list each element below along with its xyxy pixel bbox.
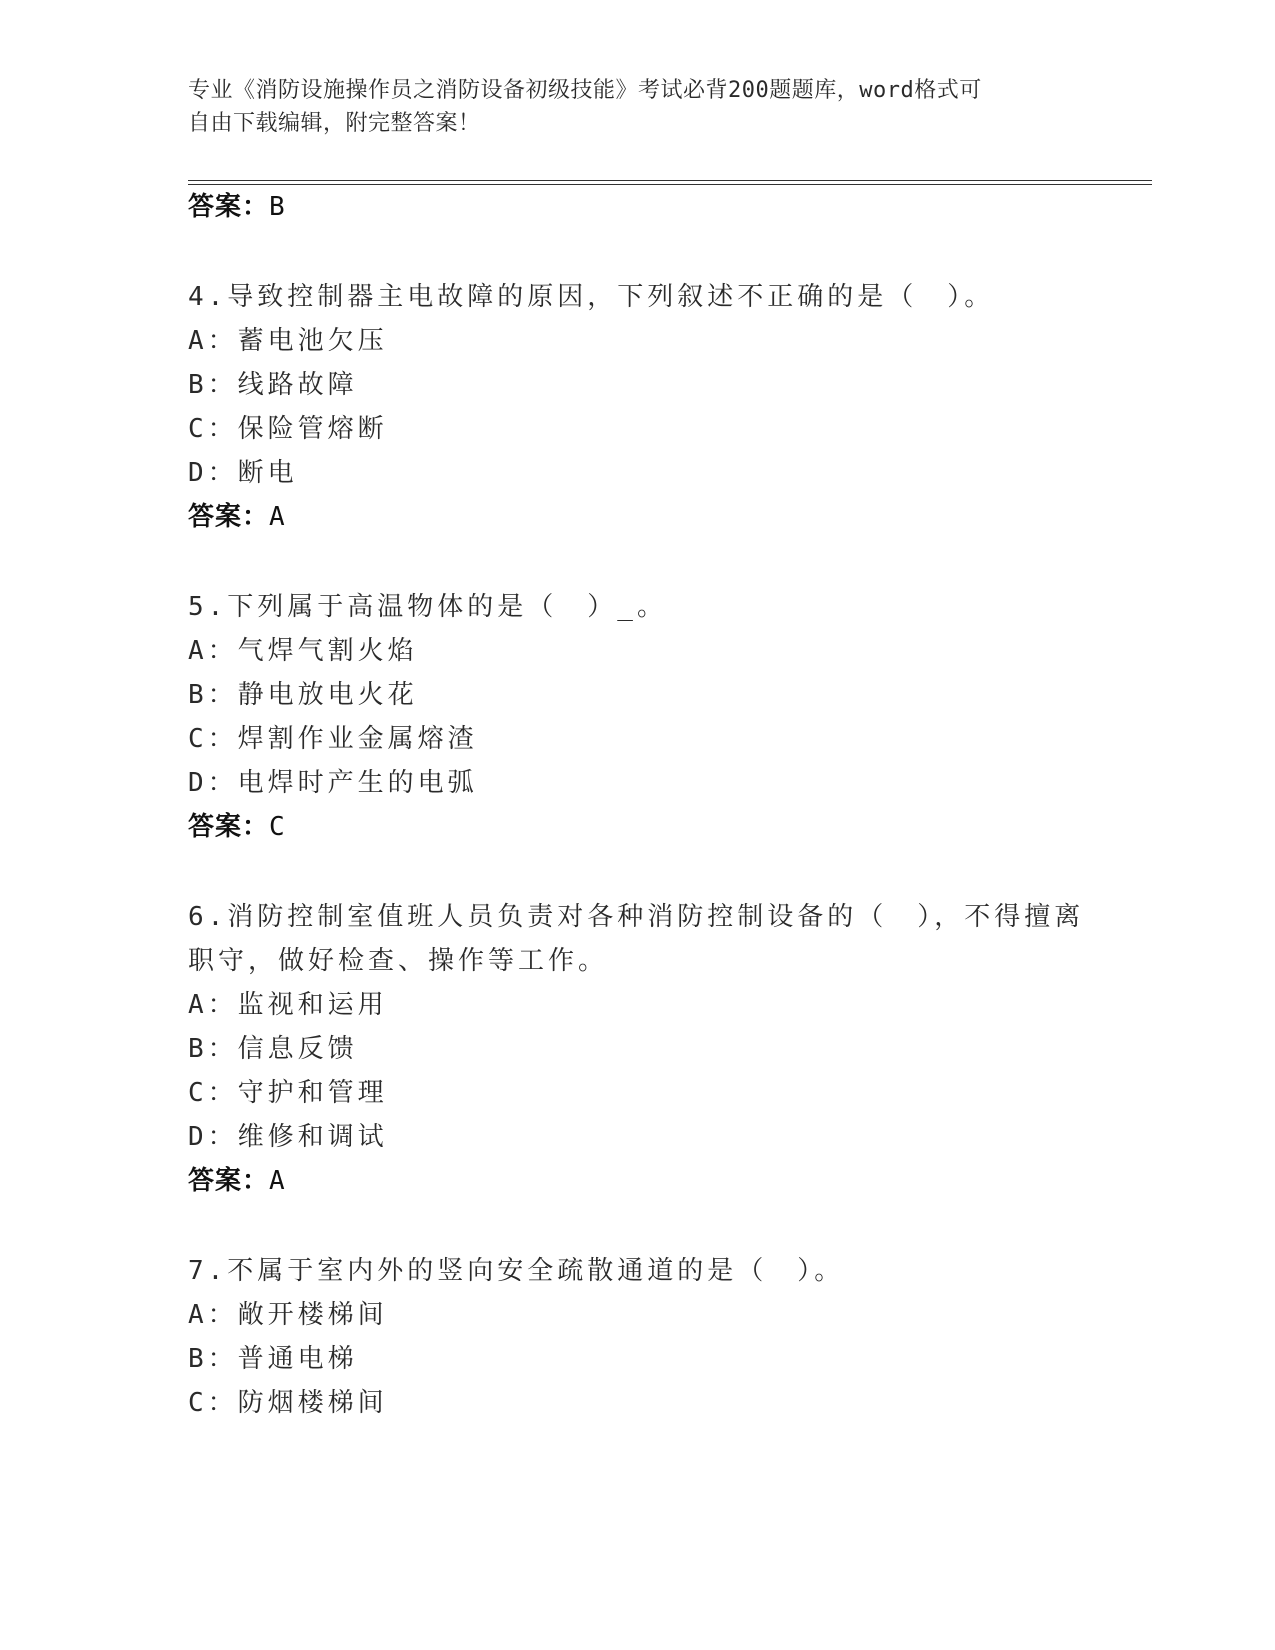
answer-label: 答案： xyxy=(188,192,270,222)
answer-label: 答案： xyxy=(188,1166,270,1196)
header-line-2: 自由下载编辑，附完整答案！ xyxy=(188,111,481,136)
question-5-stem: 5.下列属于高温物体的是（ ）_。 xyxy=(188,592,667,622)
question-5-option-d: D：电焊时产生的电弧 xyxy=(188,768,478,798)
question-6-stem-line-2: 职守，做好检查、操作等工作。 xyxy=(188,946,609,976)
answer-label: 答案： xyxy=(188,502,270,532)
header-line-1: 专业《消防设施操作员之消防设备初级技能》考试必背200题题库，word格式可 xyxy=(188,78,982,103)
question-4-option-a: A：蓄电池欠压 xyxy=(188,326,388,356)
answer-value: C xyxy=(269,812,286,842)
question-6-answer xyxy=(188,1164,286,1198)
question-7-stem: 7.不属于室内外的竖向安全疏散通道的是（ ）。 xyxy=(188,1256,845,1286)
question-4-option-c: C：保险管熔断 xyxy=(188,414,388,444)
question-4-option-b: B：线路故障 xyxy=(188,370,358,400)
answer-value: A xyxy=(269,502,286,532)
question-4-option-d: D：断电 xyxy=(188,458,298,488)
answer-label: 答案： xyxy=(188,812,270,842)
question-6-option-d: D：维修和调试 xyxy=(188,1122,388,1152)
question-7-option-a: A：敞开楼梯间 xyxy=(188,1300,388,1330)
question-6-option-c: C：守护和管理 xyxy=(188,1078,388,1108)
question-5-option-c: C：焊割作业金属熔渣 xyxy=(188,724,478,754)
question-6-option-a: A：监视和运用 xyxy=(188,990,388,1020)
question-5-option-a: A：气焊气割火焰 xyxy=(188,636,418,666)
question-6-stem-line-1: 6.消防控制室值班人员负责对各种消防控制设备的（ ），不得擅离 xyxy=(188,902,1085,932)
answer-value: B xyxy=(269,192,286,222)
question-5-option-b: B：静电放电火花 xyxy=(188,680,418,710)
question-4-stem: 4.导致控制器主电故障的原因，下列叙述不正确的是（ ）。 xyxy=(188,282,995,312)
question-6-option-b: B：信息反馈 xyxy=(188,1034,358,1064)
question-7-option-b: B：普通电梯 xyxy=(188,1344,358,1374)
header-divider-bottom xyxy=(188,184,1152,185)
question-4-answer xyxy=(188,500,286,534)
question-5-answer xyxy=(188,810,286,844)
question-7-option-c: C：防烟楼梯间 xyxy=(188,1388,388,1418)
document-header xyxy=(188,74,1088,140)
answer-prev xyxy=(188,190,286,224)
header-divider-top xyxy=(188,180,1152,181)
answer-value: A xyxy=(269,1166,286,1196)
